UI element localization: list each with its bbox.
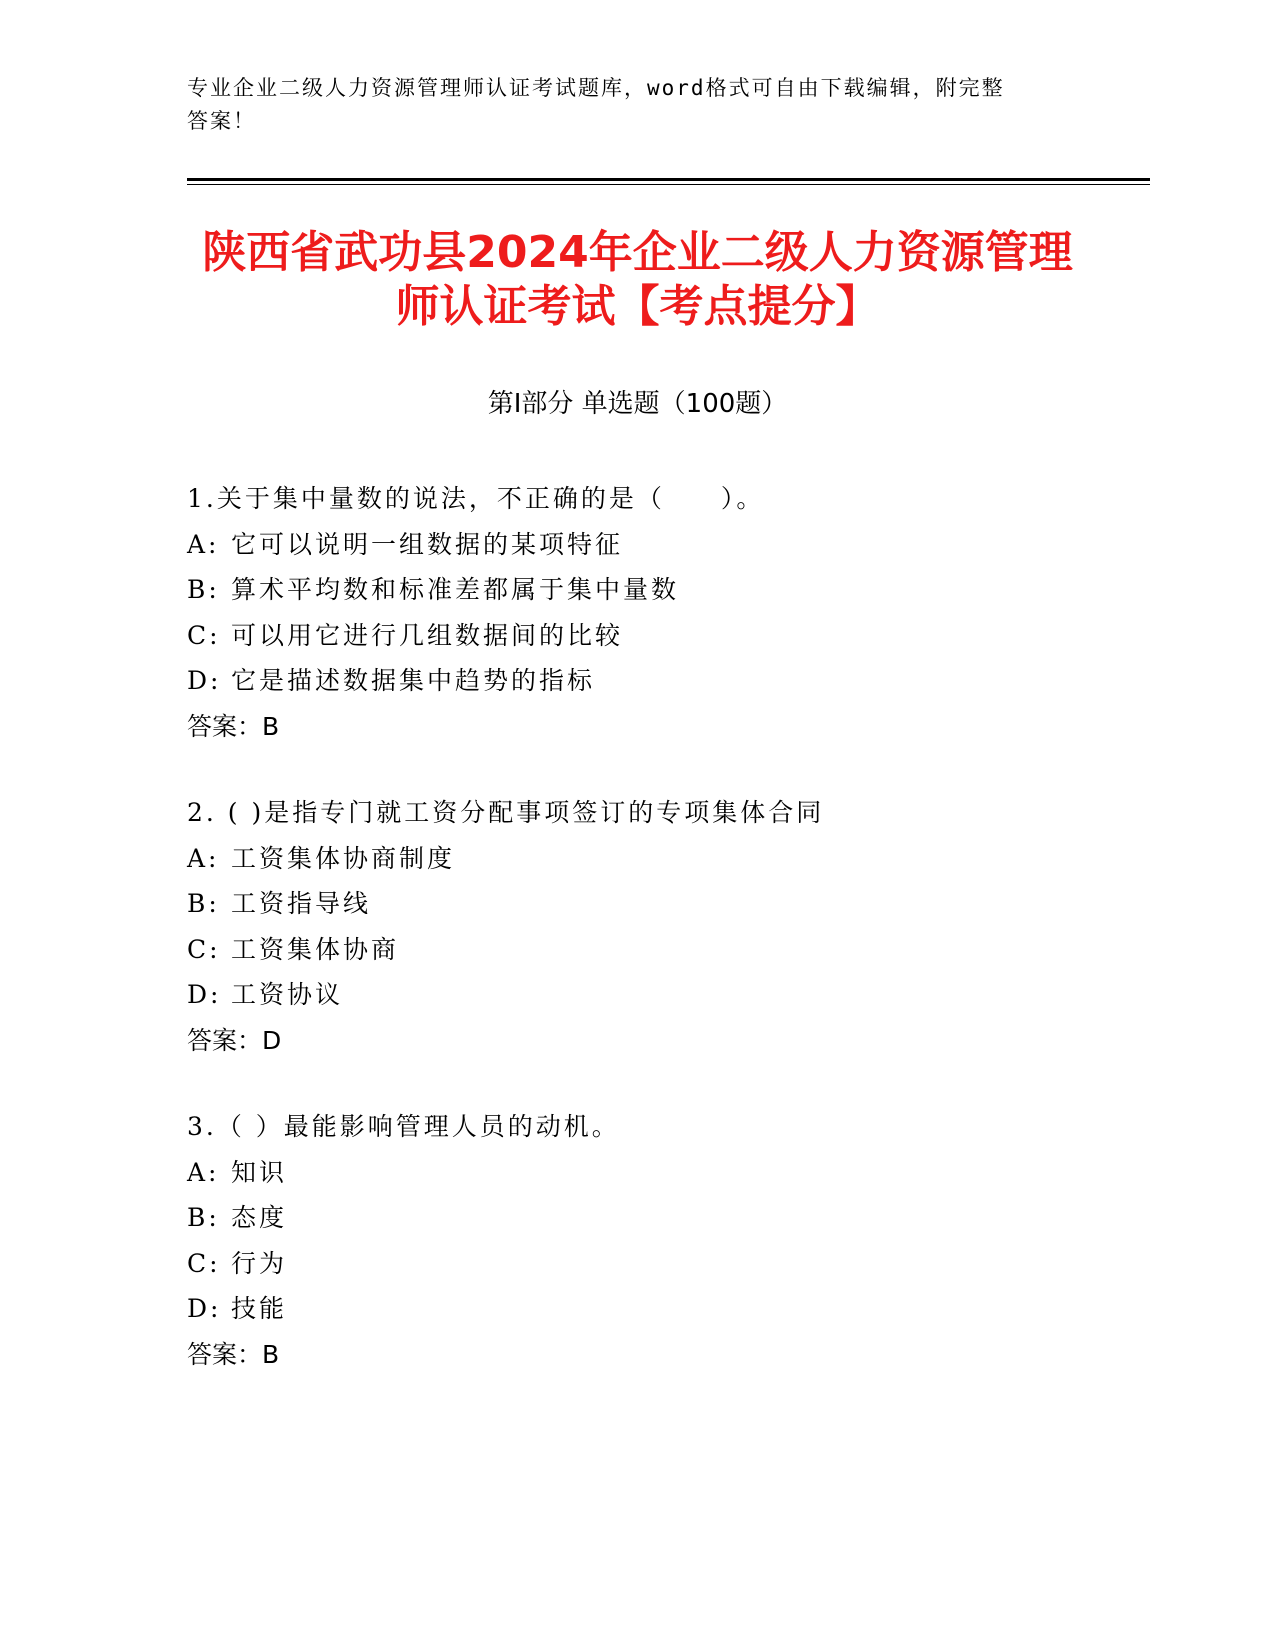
answer: 答案：B: [187, 711, 280, 741]
option-letter: D:: [187, 1294, 222, 1323]
answer: 答案：B: [187, 1339, 280, 1369]
option-a: [187, 1150, 1147, 1196]
question-stem: 1.关于集中量数的说法，不正确的是（ ）。: [187, 484, 765, 513]
option-text: 工资协议: [231, 980, 344, 1009]
header-note-line-2: 答案！: [187, 109, 256, 133]
option-d: [187, 972, 1147, 1018]
option-b: [187, 881, 1147, 927]
header-rule-thick: [187, 178, 1150, 181]
option-letter: A:: [187, 1157, 220, 1187]
option-letter: D:: [187, 666, 222, 695]
header-note: [187, 72, 1067, 138]
option-text: 它是描述数据集中趋势的指标: [231, 666, 596, 695]
option-c: [187, 927, 1147, 973]
option-letter: B:: [187, 575, 220, 604]
question-3: [187, 1104, 1147, 1377]
option-c: [187, 1241, 1147, 1287]
option-letter: D:: [187, 980, 222, 1009]
option-letter: A:: [187, 843, 220, 873]
option-letter: C:: [187, 934, 221, 964]
option-text: 工资集体协商: [231, 934, 400, 964]
option-letter: C:: [187, 620, 221, 650]
option-b: [187, 567, 1147, 613]
option-a: [187, 522, 1147, 568]
option-d: [187, 1286, 1147, 1332]
answer: 答案：D: [187, 1025, 282, 1055]
document-title-line-2: 师认证考试【考点提分】: [395, 281, 880, 332]
header-note-line-1: 专业企业二级人力资源管理师认证考试题库，word格式可自由下载编辑，附完整: [187, 76, 1005, 100]
section-heading: 第I部分 单选题（100题）: [487, 389, 788, 419]
question-1: [187, 476, 1147, 749]
document-title-line-1: 陕西省武功县2024年企业二级人力资源管理: [202, 227, 1073, 278]
option-text: 技能: [231, 1294, 288, 1323]
option-text: 可以用它进行几组数据间的比较: [231, 620, 624, 650]
header-rule-thin: [187, 184, 1150, 185]
question-2: [187, 790, 1147, 1063]
document-title: [150, 226, 1125, 334]
option-text: 它可以说明一组数据的某项特征: [231, 529, 624, 559]
option-letter: B:: [187, 889, 220, 918]
question-stem: 3.（ ）最能影响管理人员的动机。: [187, 1112, 620, 1141]
option-letter: C:: [187, 1248, 221, 1278]
option-c: [187, 613, 1147, 659]
option-text: 态度: [231, 1203, 288, 1232]
option-text: 算术平均数和标准差都属于集中量数: [231, 575, 680, 604]
option-letter: B:: [187, 1203, 220, 1232]
question-stem: 2. ( )是指专门就工资分配事项签订的专项集体合同: [187, 798, 825, 827]
option-b: [187, 1195, 1147, 1241]
question-list: [187, 476, 1147, 1418]
option-a: [187, 836, 1147, 882]
option-letter: A:: [187, 529, 220, 559]
option-text: 知识: [231, 1157, 288, 1187]
option-text: 工资集体协商制度: [231, 843, 456, 873]
option-text: 工资指导线: [231, 889, 372, 918]
option-text: 行为: [231, 1248, 288, 1278]
option-d: [187, 658, 1147, 704]
